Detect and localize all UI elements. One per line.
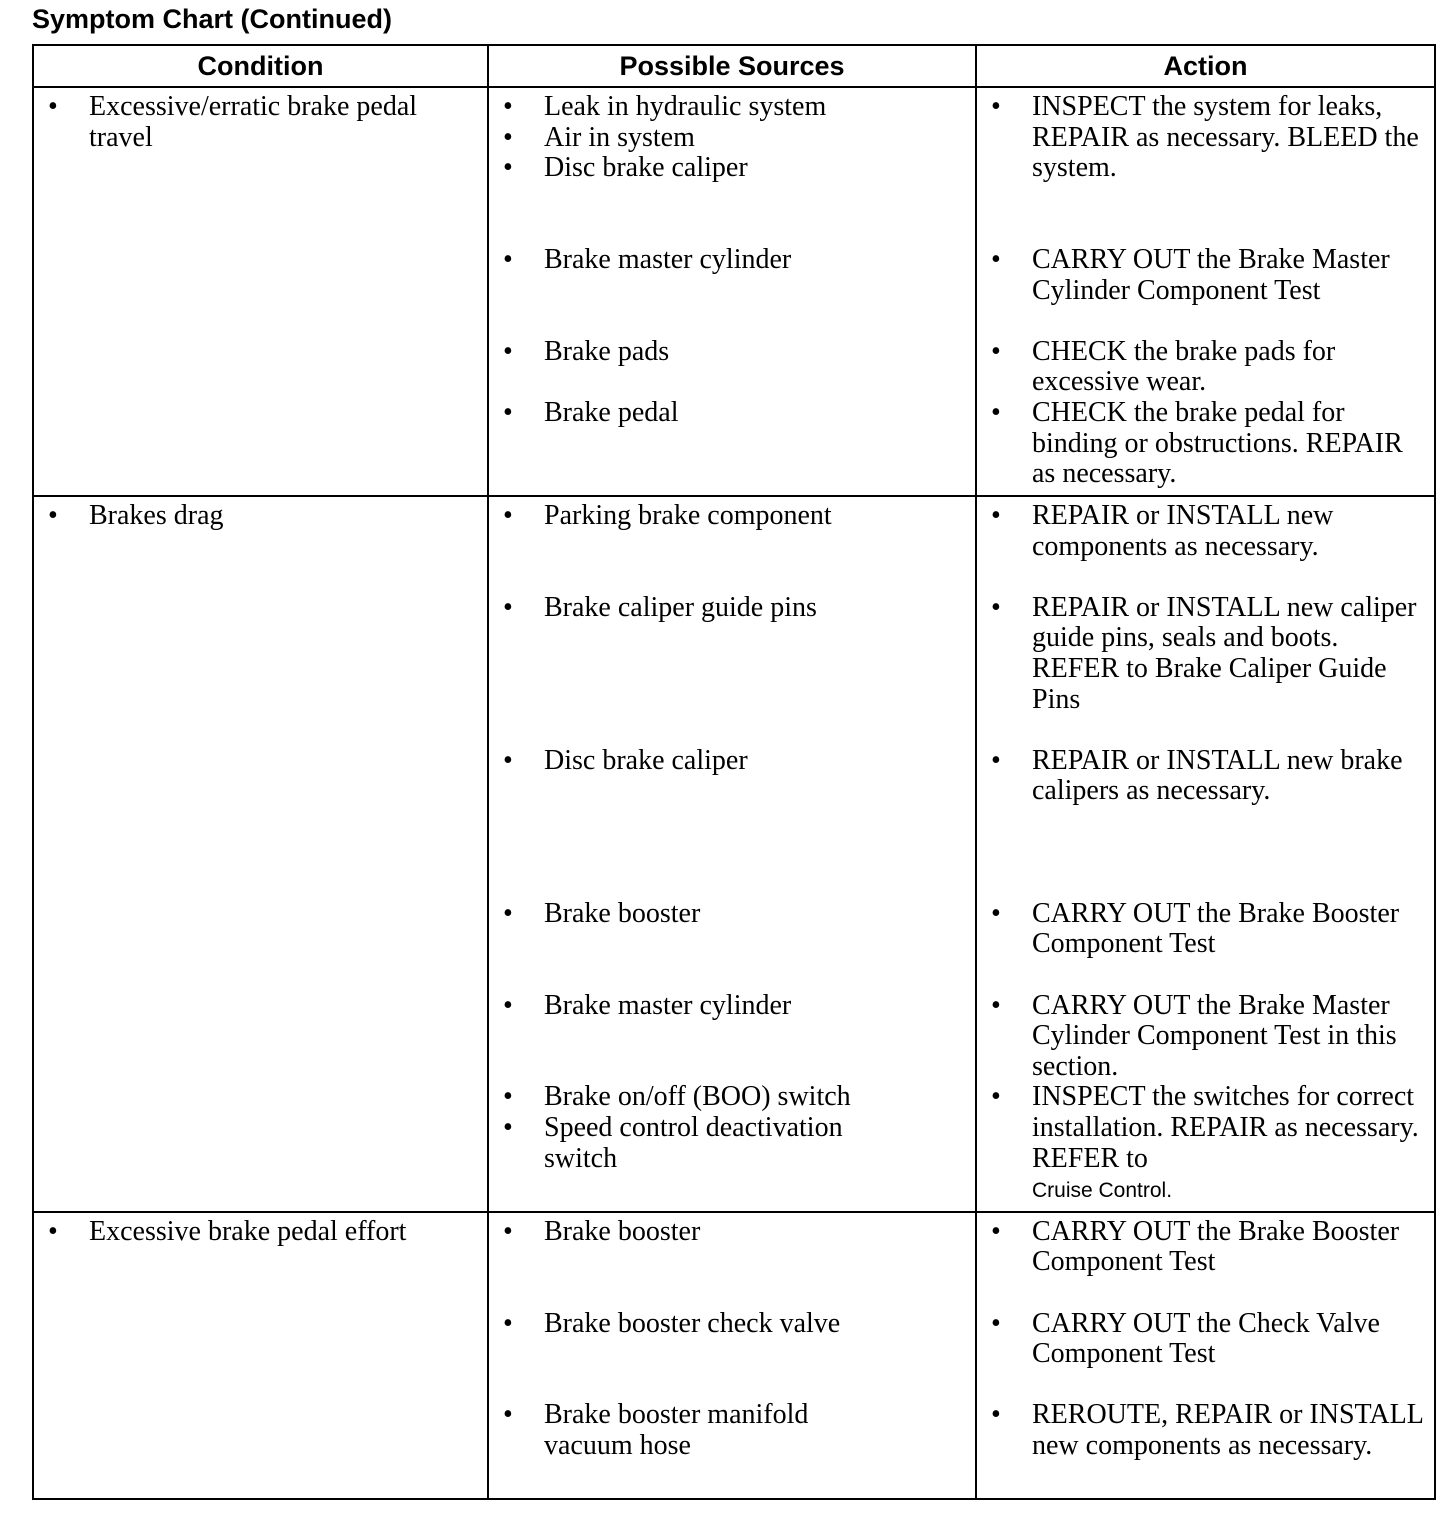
bullet-icon: • (503, 897, 513, 929)
source-text: Brake master cylinder (544, 989, 792, 1021)
source-text: Parking brake component (544, 500, 832, 531)
action-text: CARRY OUT the Check Valve Component Test (1032, 1307, 1380, 1370)
bullet-icon: • (991, 335, 1001, 367)
action-text: CARRY OUT the Brake Booster Component Test (1032, 1215, 1400, 1278)
bullet-icon: • (48, 500, 58, 531)
source-item (489, 398, 975, 429)
source-item (489, 1113, 975, 1174)
header-condition: Condition (33, 45, 488, 87)
action-item (977, 1217, 1434, 1309)
condition-item (34, 1217, 487, 1248)
action-text: REPAIR or INSTALL new caliper guide pins, seals and boots. REFER to Brake Caliper Guide Pins (1032, 591, 1417, 715)
action-item (977, 245, 1434, 337)
source-text: Brake pedal (544, 396, 679, 428)
action-item (977, 501, 1434, 593)
source-item (489, 593, 975, 746)
condition-item (34, 501, 487, 532)
header-possible-sources: Possible Sources (488, 45, 976, 87)
source-text: Speed control deactivation switch (544, 1111, 843, 1174)
action-item (977, 991, 1434, 1083)
action-item (977, 1400, 1434, 1461)
action-text: CARRY OUT the Brake Master Cylinder Component Test in this section. (1032, 989, 1397, 1082)
source-item (489, 1217, 975, 1309)
action-item (977, 746, 1434, 899)
bullet-icon: • (503, 335, 513, 367)
action-cell (976, 87, 1435, 496)
source-text: Brake on/off (BOO) switch (544, 1081, 851, 1113)
source-item (489, 1309, 975, 1401)
condition-cell (33, 1212, 488, 1499)
action-item (977, 1309, 1434, 1401)
source-item (489, 991, 975, 1083)
source-item (489, 1400, 975, 1461)
bullet-icon: • (503, 500, 513, 531)
action-text: INSPECT the system for leaks, REPAIR as necessary. BLEED the system. (1032, 91, 1419, 184)
source-item (489, 899, 975, 991)
sources-cell (488, 87, 976, 496)
source-text: Brake master cylinder (544, 243, 792, 275)
chart-title: Symptom Chart (Continued) (32, 4, 392, 34)
condition-text: Excessive brake pedal effort (89, 1215, 407, 1247)
bullet-icon: • (991, 897, 1001, 929)
action-item (977, 398, 1434, 490)
action-text: REPAIR or INSTALL new components as necessary. (1032, 500, 1334, 562)
bullet-icon: • (503, 1215, 513, 1247)
bullet-icon: • (503, 396, 513, 428)
source-item (489, 123, 975, 154)
action-item (977, 337, 1434, 398)
source-item (489, 746, 975, 899)
source-text: Disc brake caliper (544, 744, 748, 776)
bullet-icon: • (503, 744, 513, 776)
action-text: CARRY OUT the Brake Master Cylinder Component Test (1032, 244, 1390, 306)
source-item (489, 245, 975, 337)
bullet-icon: • (991, 396, 1001, 428)
source-text: Brake booster manifold vacuum hose (544, 1399, 809, 1461)
action-text: CARRY OUT the Brake Booster Component Test (1032, 897, 1400, 960)
bullet-icon: • (48, 1215, 58, 1247)
action-text: CHECK the brake pedal for binding or obstructions. REPAIR as necessary. (1032, 396, 1403, 490)
bullet-icon: • (503, 121, 513, 153)
header-action: Action (976, 45, 1435, 87)
bullet-icon: • (991, 91, 1001, 122)
action-item (977, 593, 1434, 746)
condition-cell (33, 87, 488, 496)
action-text: REROUTE, REPAIR or INSTALL new components as necessary. (1032, 1399, 1423, 1461)
source-item (489, 92, 975, 123)
action-item (977, 899, 1434, 991)
source-text: Air in system (544, 121, 695, 153)
bullet-icon: • (991, 989, 1001, 1021)
condition-text: Brakes drag (89, 500, 224, 531)
source-text: Brake pads (544, 335, 670, 367)
bullet-icon: • (991, 1081, 1001, 1113)
bullet-icon: • (991, 1215, 1001, 1247)
action-item (977, 92, 1434, 245)
action-cell (976, 496, 1435, 1212)
action-text: CHECK the brake pads for excessive wear. (1032, 335, 1336, 398)
table-row (33, 87, 1435, 496)
source-item (489, 501, 975, 593)
action-cell (976, 1212, 1435, 1499)
condition-cell (33, 496, 488, 1212)
symptom-chart-table (32, 44, 1436, 1500)
action-item (977, 1082, 1434, 1206)
source-text: Brake booster check valve (544, 1307, 841, 1339)
condition-text: Excessive/erratic brake pedal travel (89, 91, 418, 153)
source-text: Leak in hydraulic system (544, 91, 827, 122)
source-text: Brake booster (544, 897, 701, 929)
header-row (33, 45, 1435, 87)
bullet-icon: • (503, 91, 513, 122)
bullet-icon: • (503, 1081, 513, 1113)
bullet-icon: • (991, 500, 1001, 531)
bullet-icon: • (991, 744, 1001, 776)
sources-cell (488, 496, 976, 1212)
bullet-icon: • (991, 244, 1001, 275)
source-text: Brake caliper guide pins (544, 591, 817, 623)
table-row (33, 1212, 1435, 1499)
source-item (489, 1082, 975, 1113)
action-text: INSPECT the switches for correct installation. REPAIR as necessary. REFER to (1032, 1081, 1419, 1174)
table-row (33, 496, 1435, 1212)
source-item (489, 337, 975, 398)
bullet-icon: • (991, 1399, 1001, 1431)
bullet-icon: • (503, 1307, 513, 1339)
source-text: Brake booster (544, 1215, 701, 1247)
bullet-icon: • (991, 591, 1001, 623)
condition-item (34, 92, 487, 153)
sources-cell (488, 1212, 976, 1499)
bullet-icon: • (48, 91, 58, 122)
bullet-icon: • (503, 1399, 513, 1431)
bullet-icon: • (503, 152, 513, 184)
bullet-icon: • (503, 989, 513, 1021)
source-item (489, 153, 975, 245)
bullet-icon: • (503, 591, 513, 623)
bullet-icon: • (503, 1111, 513, 1143)
bullet-icon: • (503, 243, 513, 275)
source-text: Disc brake caliper (544, 152, 748, 184)
action-text: REPAIR or INSTALL new brake calipers as necessary. (1032, 744, 1403, 807)
cruise-control-reference: Cruise Control. (1032, 1179, 1173, 1203)
bullet-icon: • (991, 1307, 1001, 1339)
